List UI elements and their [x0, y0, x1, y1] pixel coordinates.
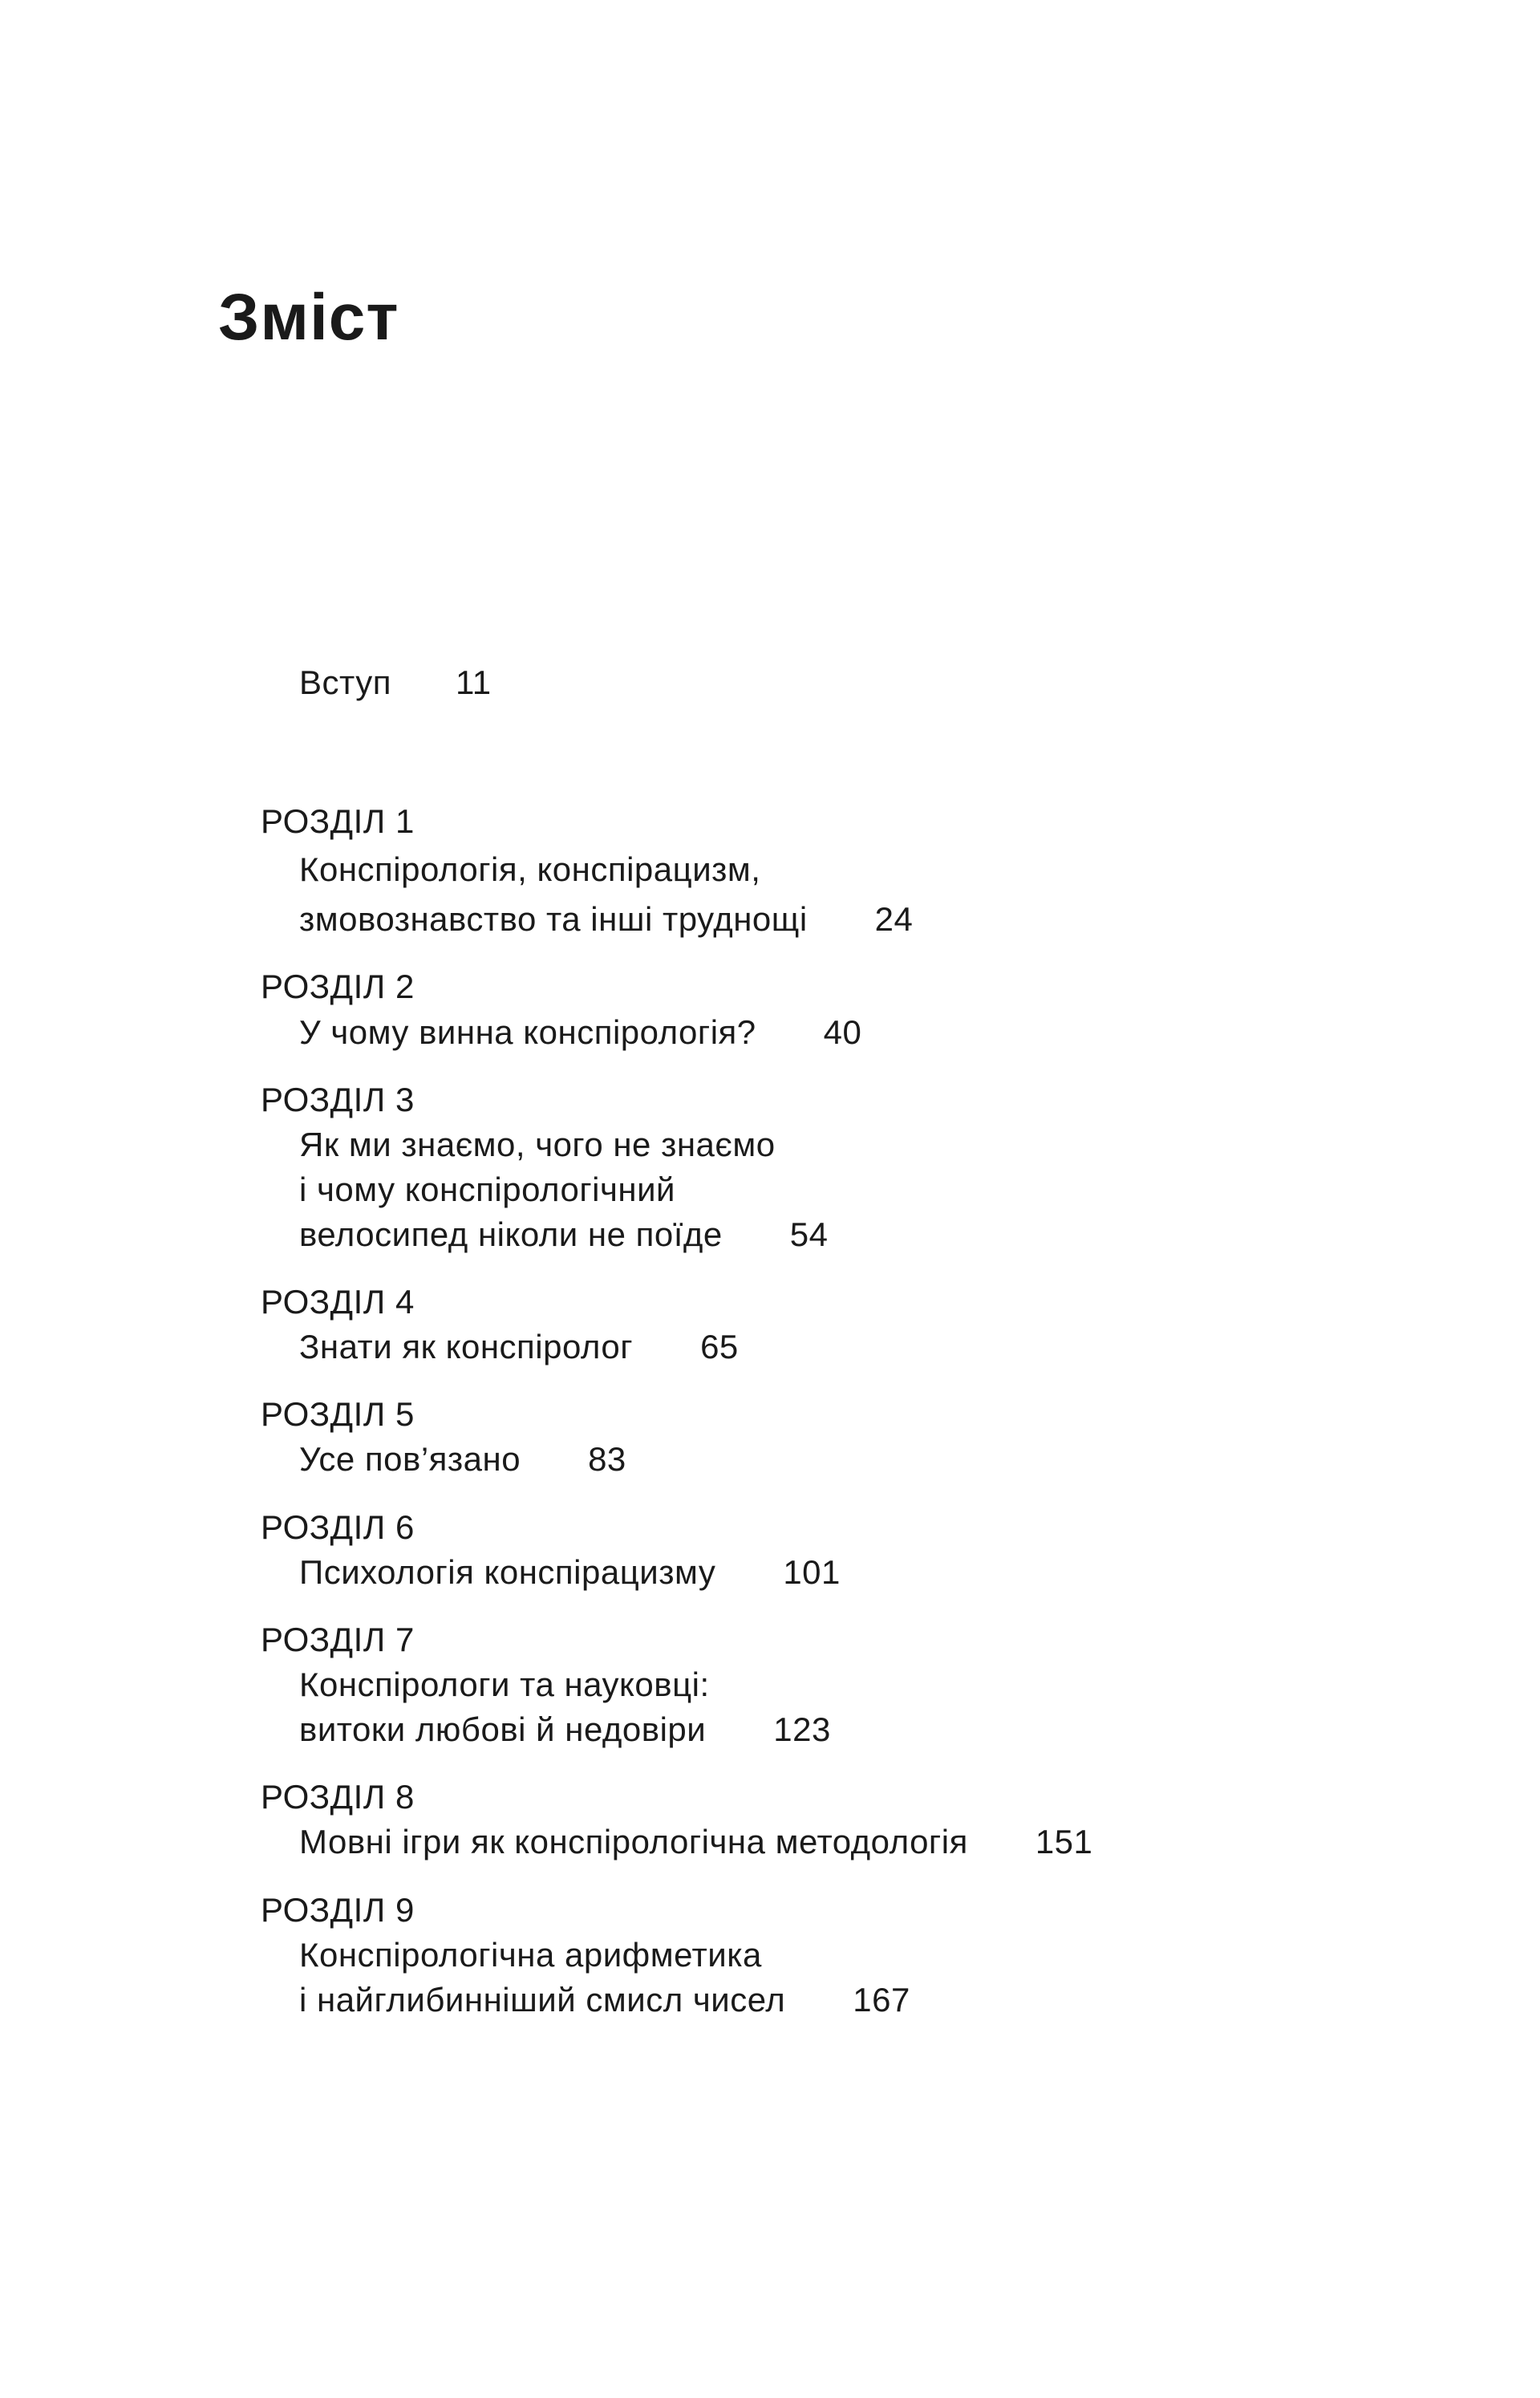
chapter-label: РОЗДІЛ 1 [261, 802, 415, 840]
page-title: Зміст [218, 281, 399, 354]
toc-entry-title-line: і найглибинніший смисл чисел [299, 1981, 786, 2019]
toc-entry-title[interactable]: Конспірологічна арифметика [299, 1936, 762, 1974]
toc-page-number: 151 [1035, 1823, 1093, 1860]
toc-entry-title[interactable] [299, 1215, 829, 1253]
toc-page-number: 123 [773, 1710, 831, 1748]
toc-entry-title[interactable] [299, 1825, 1092, 1859]
toc-page-number: 40 [823, 1013, 862, 1051]
toc-entry-title[interactable] [299, 1983, 910, 2017]
toc-entry-title[interactable]: і чому конспірологічний [299, 1171, 676, 1208]
toc-entry-title[interactable]: Як ми знаємо, чого не знаємо [299, 1126, 776, 1163]
toc-page-number: 54 [789, 1215, 829, 1253]
toc-entry-title[interactable] [299, 1442, 626, 1476]
chapter-label: РОЗДІЛ 3 [261, 1081, 415, 1118]
toc-page-number: 83 [588, 1440, 626, 1478]
chapter-label: РОЗДІЛ 7 [261, 1621, 415, 1658]
chapter-label: РОЗДІЛ 9 [261, 1891, 415, 1929]
toc-entry-title[interactable]: Конспірологія, конспірацизм, [299, 850, 761, 888]
toc-page-number: 101 [783, 1553, 841, 1591]
toc-page-number: 167 [853, 1981, 910, 2019]
toc-page-number: 65 [700, 1328, 739, 1365]
toc-entry-title[interactable] [299, 900, 914, 938]
toc-entry-title-line: витоки любові й недовіри [299, 1710, 707, 1748]
toc-entry-title-line: Знати як конспіролог [299, 1328, 634, 1365]
toc-entry-title-line: Усе пов’язано [299, 1440, 521, 1478]
toc-entry-title[interactable] [299, 1710, 831, 1748]
toc-entry-title[interactable] [299, 1330, 739, 1364]
toc-entry-title-line: Психологія конспірацизму [299, 1553, 716, 1591]
toc-entry-title[interactable] [299, 1013, 862, 1051]
toc-entry-intro[interactable] [299, 663, 492, 701]
chapter-label: РОЗДІЛ 4 [261, 1283, 415, 1321]
chapter-label: РОЗДІЛ 5 [261, 1395, 415, 1433]
toc-entry-title[interactable] [299, 1553, 841, 1591]
toc-entry-title-line: Мовні ігри як конспірологічна методологія [299, 1823, 968, 1860]
toc-page-number: 11 [455, 663, 492, 701]
toc-entry-title-line: велосипед ніколи не поїде [299, 1215, 723, 1253]
toc-entry-title[interactable]: Конспірологи та науковці: [299, 1666, 710, 1703]
chapter-label: РОЗДІЛ 2 [261, 968, 415, 1005]
toc-entry-title: Вступ [299, 663, 391, 701]
chapter-label: РОЗДІЛ 8 [261, 1778, 415, 1816]
chapter-label: РОЗДІЛ 6 [261, 1508, 415, 1546]
toc-entry-title-line: У чому винна конспірологія? [299, 1013, 756, 1051]
toc-entry-title-line: змовознавство та інші труднощі [299, 900, 808, 938]
toc-page-number: 24 [874, 900, 914, 938]
